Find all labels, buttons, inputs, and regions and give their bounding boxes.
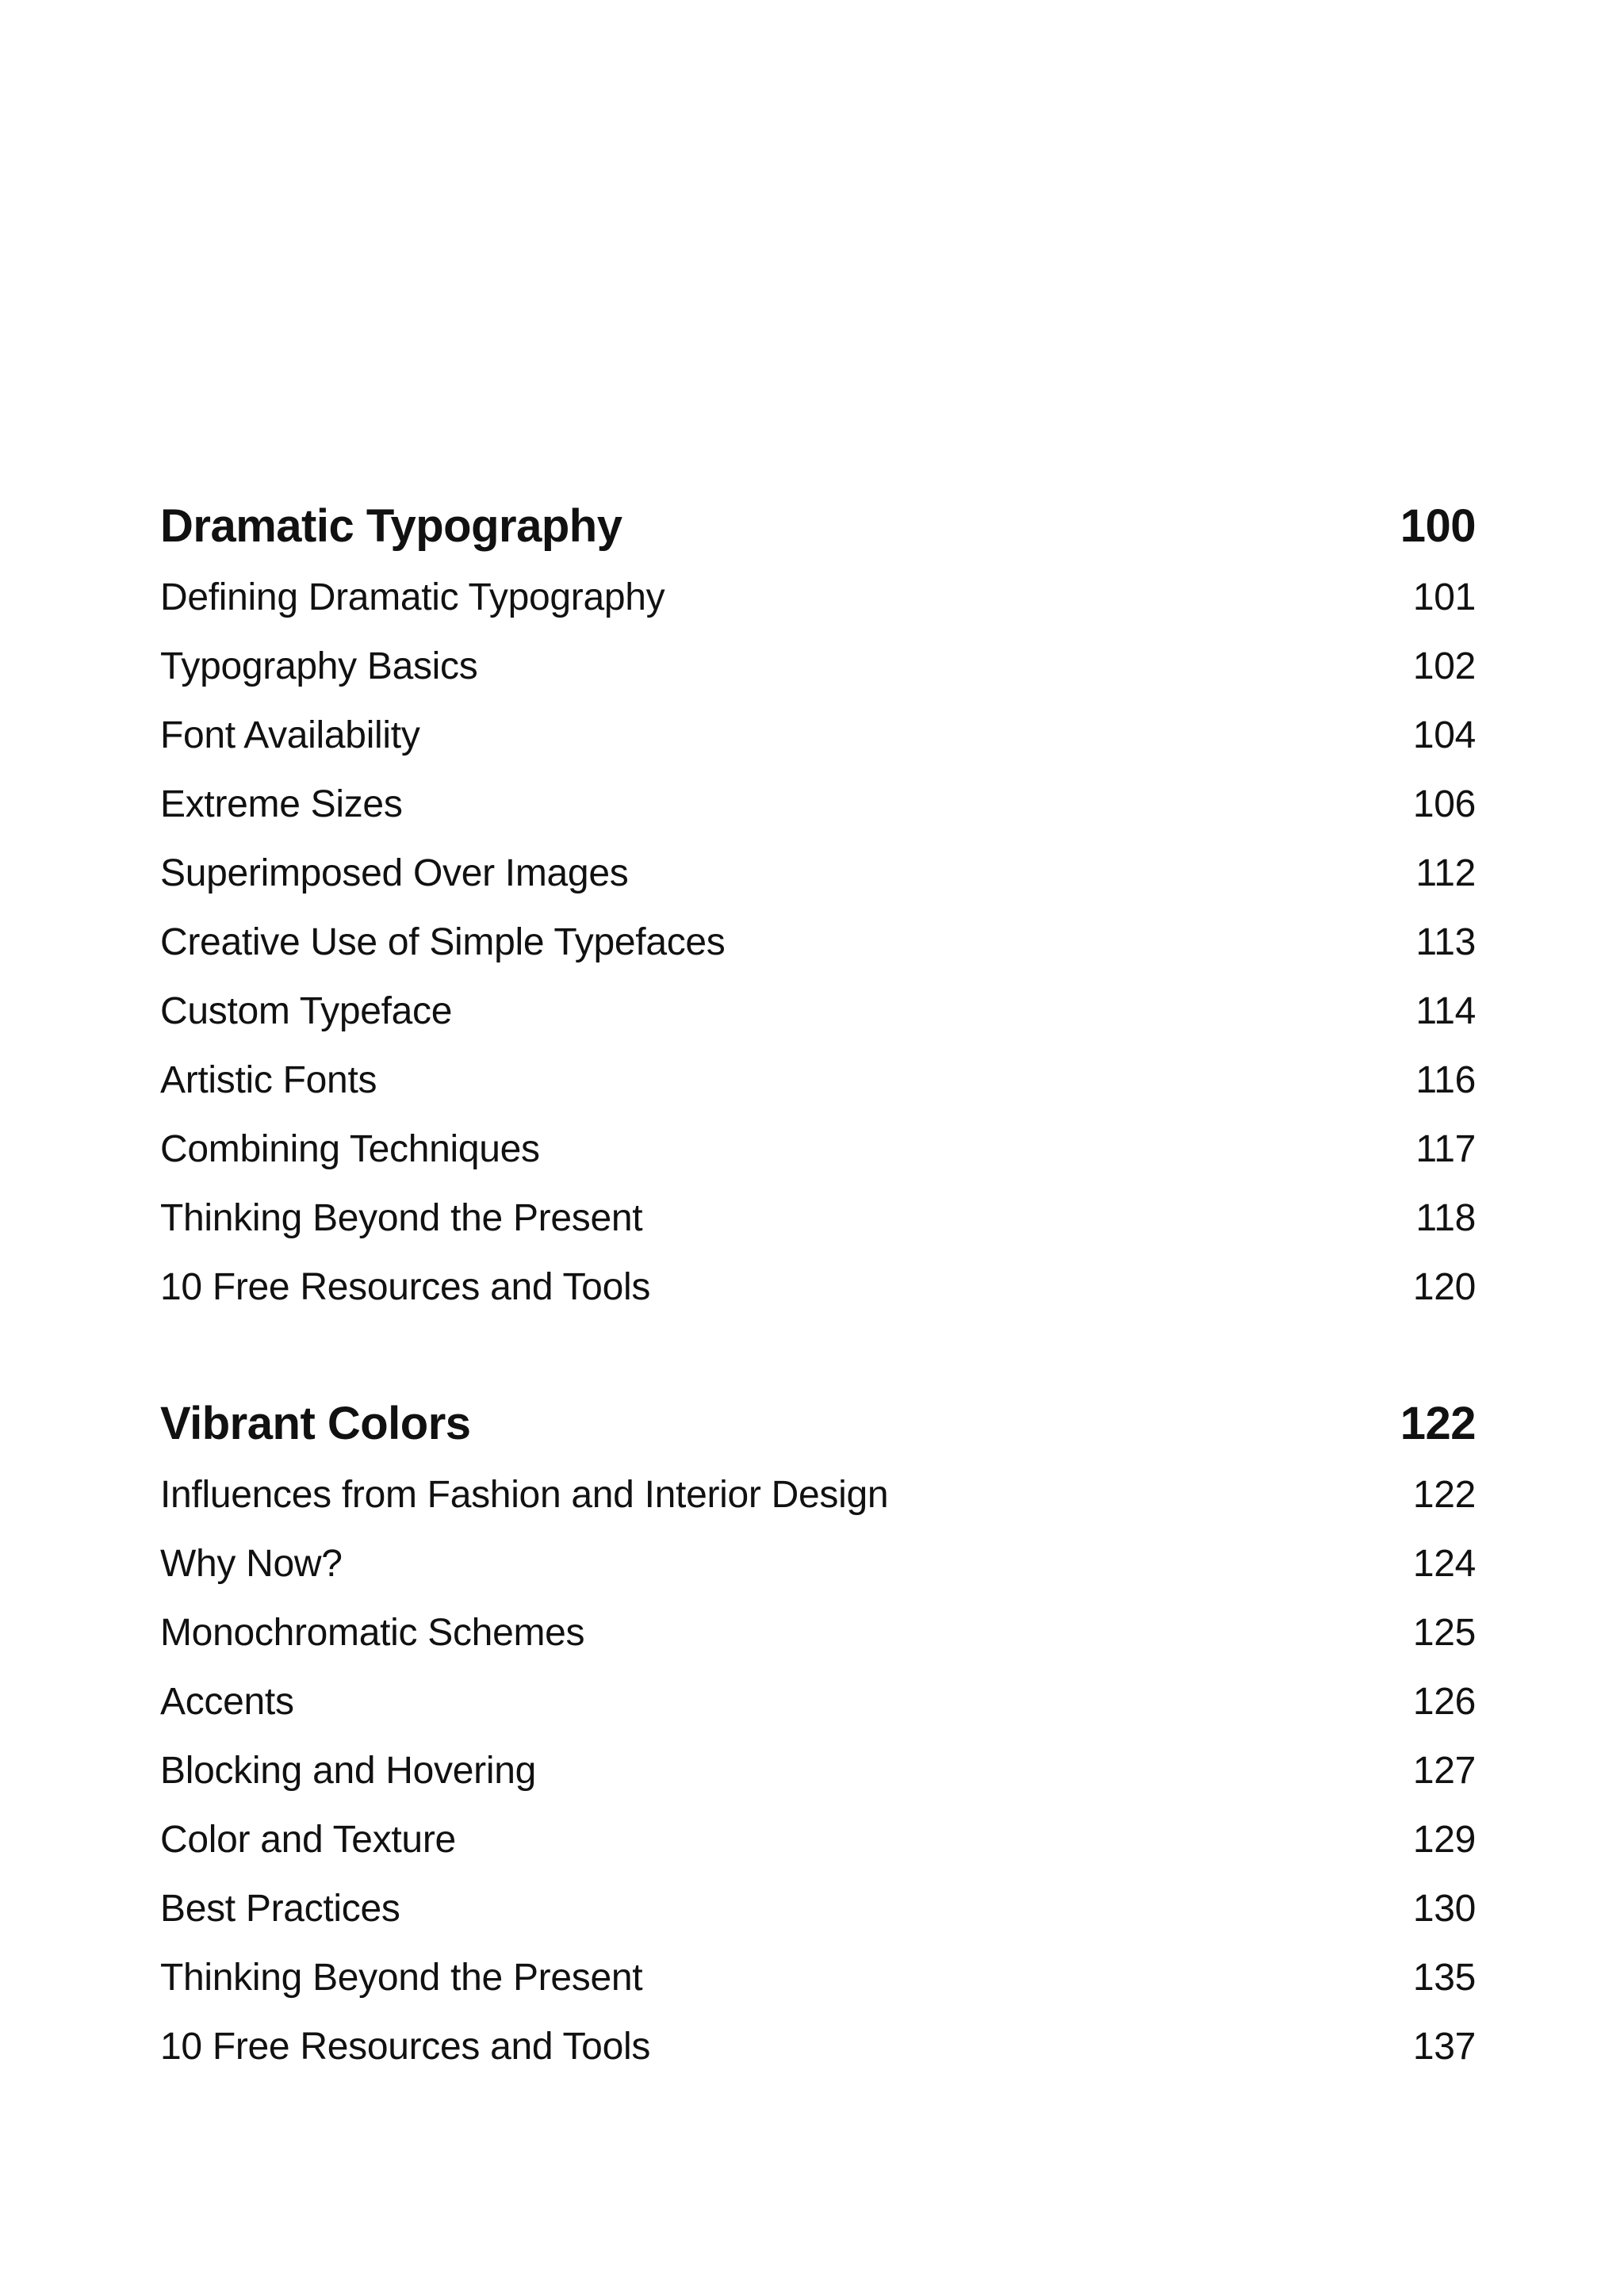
toc-entry[interactable] [160,1058,1476,1114]
toc-entry-page-number: 106 [1412,783,1476,825]
toc-entry-label: Thinking Beyond the Present [160,1957,643,1999]
toc-entry-page-number: 117 [1415,1128,1476,1170]
toc-entry[interactable] [160,1956,1476,2011]
toc-entry-label: Custom Typeface [160,990,453,1032]
toc-entry-page-number: 126 [1412,1681,1476,1723]
toc-entry-label: Typography Basics [160,645,478,687]
toc-entry-page-number: 129 [1412,1819,1476,1861]
toc-entry-page-number: 120 [1412,1266,1476,1308]
toc-entry-page-number: 113 [1415,921,1476,963]
toc-entry[interactable] [160,783,1476,838]
section-heading[interactable] [160,499,1476,566]
toc-entry[interactable] [160,1196,1476,1252]
toc-entry[interactable] [160,645,1476,700]
toc-entry-label: Defining Dramatic Typography [160,576,665,618]
toc-entry[interactable] [160,1887,1476,1942]
toc-entry-label: Best Practices [160,1888,400,1930]
toc-entry-label: Blocking and Hovering [160,1750,536,1792]
toc-entry-page-number: 124 [1412,1543,1476,1585]
toc-entry[interactable] [160,920,1476,976]
toc-entry-page-number: 118 [1415,1197,1476,1239]
toc-entry-label: Accents [160,1681,294,1723]
toc-entry-page-number: 130 [1412,1888,1476,1930]
toc-entry-label: Superimposed Over Images [160,852,629,894]
toc-entry-label: Why Now? [160,1543,343,1585]
toc-entry[interactable] [160,1542,1476,1598]
toc-entry-label: Influences from Fashion and Interior Design [160,1474,889,1516]
toc-entry[interactable] [160,576,1476,631]
toc-entry-label: Font Availability [160,714,420,756]
toc-entry[interactable] [160,1818,1476,1873]
toc-entry-label: Artistic Fonts [160,1059,377,1101]
toc-entry[interactable] [160,1680,1476,1735]
section-title: Dramatic Typography [160,500,622,552]
section-title: Vibrant Colors [160,1398,471,1449]
toc-entry-label: Creative Use of Simple Typefaces [160,921,726,963]
toc-entry-label: Color and Texture [160,1819,456,1861]
toc-entry-page-number: 125 [1412,1612,1476,1654]
section-page-number: 122 [1400,1398,1476,1449]
toc-entry[interactable] [160,2025,1476,2080]
toc-entry-page-number: 112 [1415,852,1476,894]
toc-entry-label: Thinking Beyond the Present [160,1197,643,1239]
toc-entry[interactable] [160,989,1476,1045]
toc-entry[interactable] [160,1473,1476,1529]
toc-entry-page-number: 137 [1412,2026,1476,2068]
toc-entry-label: 10 Free Resources and Tools [160,1266,651,1308]
section-page-number: 100 [1400,500,1476,552]
toc-entry[interactable] [160,714,1476,769]
toc-entry-page-number: 122 [1412,1474,1476,1516]
section-heading[interactable] [160,1397,1476,1464]
toc-entry-page-number: 116 [1415,1059,1476,1101]
toc-entry-page-number: 135 [1412,1957,1476,1999]
toc-entry-label: Monochromatic Schemes [160,1612,585,1654]
toc-entry[interactable] [160,851,1476,907]
toc-entry[interactable] [160,1611,1476,1667]
toc-entry-page-number: 101 [1412,576,1476,618]
toc-entry-page-number: 104 [1412,714,1476,756]
toc-entry[interactable] [160,1749,1476,1804]
toc-entry-label: Extreme Sizes [160,783,403,825]
toc-entry[interactable] [160,1265,1476,1321]
toc-entry-label: 10 Free Resources and Tools [160,2026,651,2068]
toc-entry-page-number: 114 [1415,990,1476,1032]
toc-entry-page-number: 127 [1412,1750,1476,1792]
toc-entry-label: Combining Techniques [160,1128,540,1170]
toc-entry[interactable] [160,1127,1476,1183]
toc-entry-page-number: 102 [1412,645,1476,687]
